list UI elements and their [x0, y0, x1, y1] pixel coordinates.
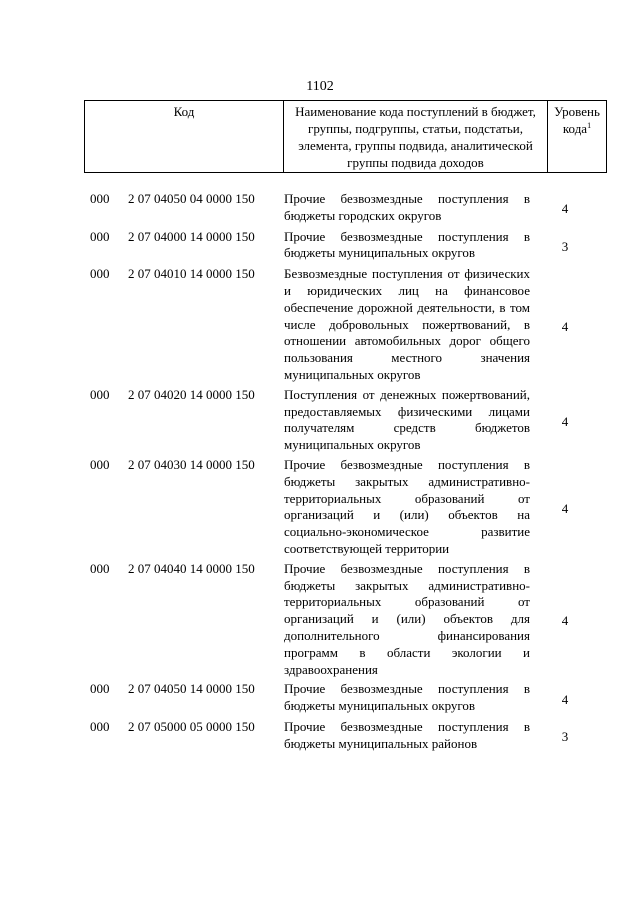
- admin-code: 000: [90, 386, 110, 402]
- table-row: [90, 561, 590, 679]
- income-name: Поступления от денежных пожертвований, предоставляемых физическими лицами получателям средств бюджетов муниципальных округов: [284, 386, 530, 453]
- footnote-marker: 1: [587, 121, 592, 130]
- admin-code: 000: [90, 681, 110, 697]
- code-level: 4: [561, 500, 569, 516]
- admin-code: 000: [90, 718, 110, 734]
- code-level: 4: [561, 201, 569, 217]
- header-code: Код: [85, 101, 284, 173]
- income-name: Прочие безвозмездные поступления в бюджеты городских округов: [284, 191, 530, 223]
- admin-code: 000: [90, 456, 110, 472]
- table-row: [90, 681, 590, 715]
- table-row: [90, 387, 590, 454]
- code-level: 4: [561, 413, 569, 429]
- table-body: [90, 191, 590, 753]
- income-name: Прочие безвозмездные поступления в бюджеты муниципальных округов: [284, 681, 530, 714]
- admin-code: 000: [90, 228, 110, 244]
- table-row: [90, 457, 590, 558]
- code-level: 4: [561, 691, 569, 707]
- page-number: 1102: [306, 79, 334, 94]
- income-name: Прочие безвозмездные поступления в бюджеты закрытых административно-территориальных образований от организаций и (или) объектов для дополнительного финансирования программ в области экологии и здравоохранения: [284, 560, 530, 677]
- income-name: Безвозмездные поступления от физических и юридических лиц на финансовое обеспечение дорожной деятельности, в том числе добровольных пожертвований, в отношении автомобильных дорог общего пользования местного значения муниципальных округов: [284, 266, 530, 382]
- code-level: 4: [561, 613, 569, 629]
- table-row: [90, 229, 590, 263]
- income-name: Прочие безвозмездные поступления в бюджеты муниципальных округов: [284, 228, 530, 261]
- code-level: 3: [561, 729, 569, 745]
- header-name: Наименование кода поступлений в бюджет, группы, подгруппы, статьи, подстатьи, элемента, группы подвида, аналитической группы подвида доходов: [284, 101, 548, 173]
- income-name: Прочие безвозмездные поступления в бюджеты муниципальных районов: [284, 718, 530, 751]
- table-row: [90, 719, 590, 753]
- table-row: [90, 266, 590, 384]
- admin-code: 000: [90, 560, 110, 576]
- table-row: [90, 191, 590, 225]
- income-code: 2 07 04010 14 0000 150: [128, 266, 255, 282]
- admin-code: 000: [90, 266, 110, 282]
- table-header: [84, 100, 607, 173]
- income-code: 2 07 04030 14 0000 150: [128, 456, 255, 472]
- income-name: Прочие безвозмездные поступления в бюджеты закрытых административно-территориальных образований от организаций и (или) объектов на социально-экономическое развитие соответствующей территории: [284, 456, 530, 556]
- header-level: [548, 101, 607, 173]
- code-level: 3: [561, 238, 569, 254]
- admin-code: 000: [90, 191, 110, 206]
- code-level: 4: [561, 318, 569, 334]
- income-code: 2 07 05000 05 0000 150: [128, 718, 255, 734]
- income-code: 2 07 04040 14 0000 150: [128, 560, 255, 576]
- income-code: 2 07 04050 14 0000 150: [128, 681, 255, 697]
- income-code: 2 07 04050 04 0000 150: [128, 191, 255, 206]
- income-code: 2 07 04000 14 0000 150: [128, 228, 255, 244]
- income-code: 2 07 04020 14 0000 150: [128, 386, 255, 402]
- header-level-label: Уровень кода: [554, 104, 600, 136]
